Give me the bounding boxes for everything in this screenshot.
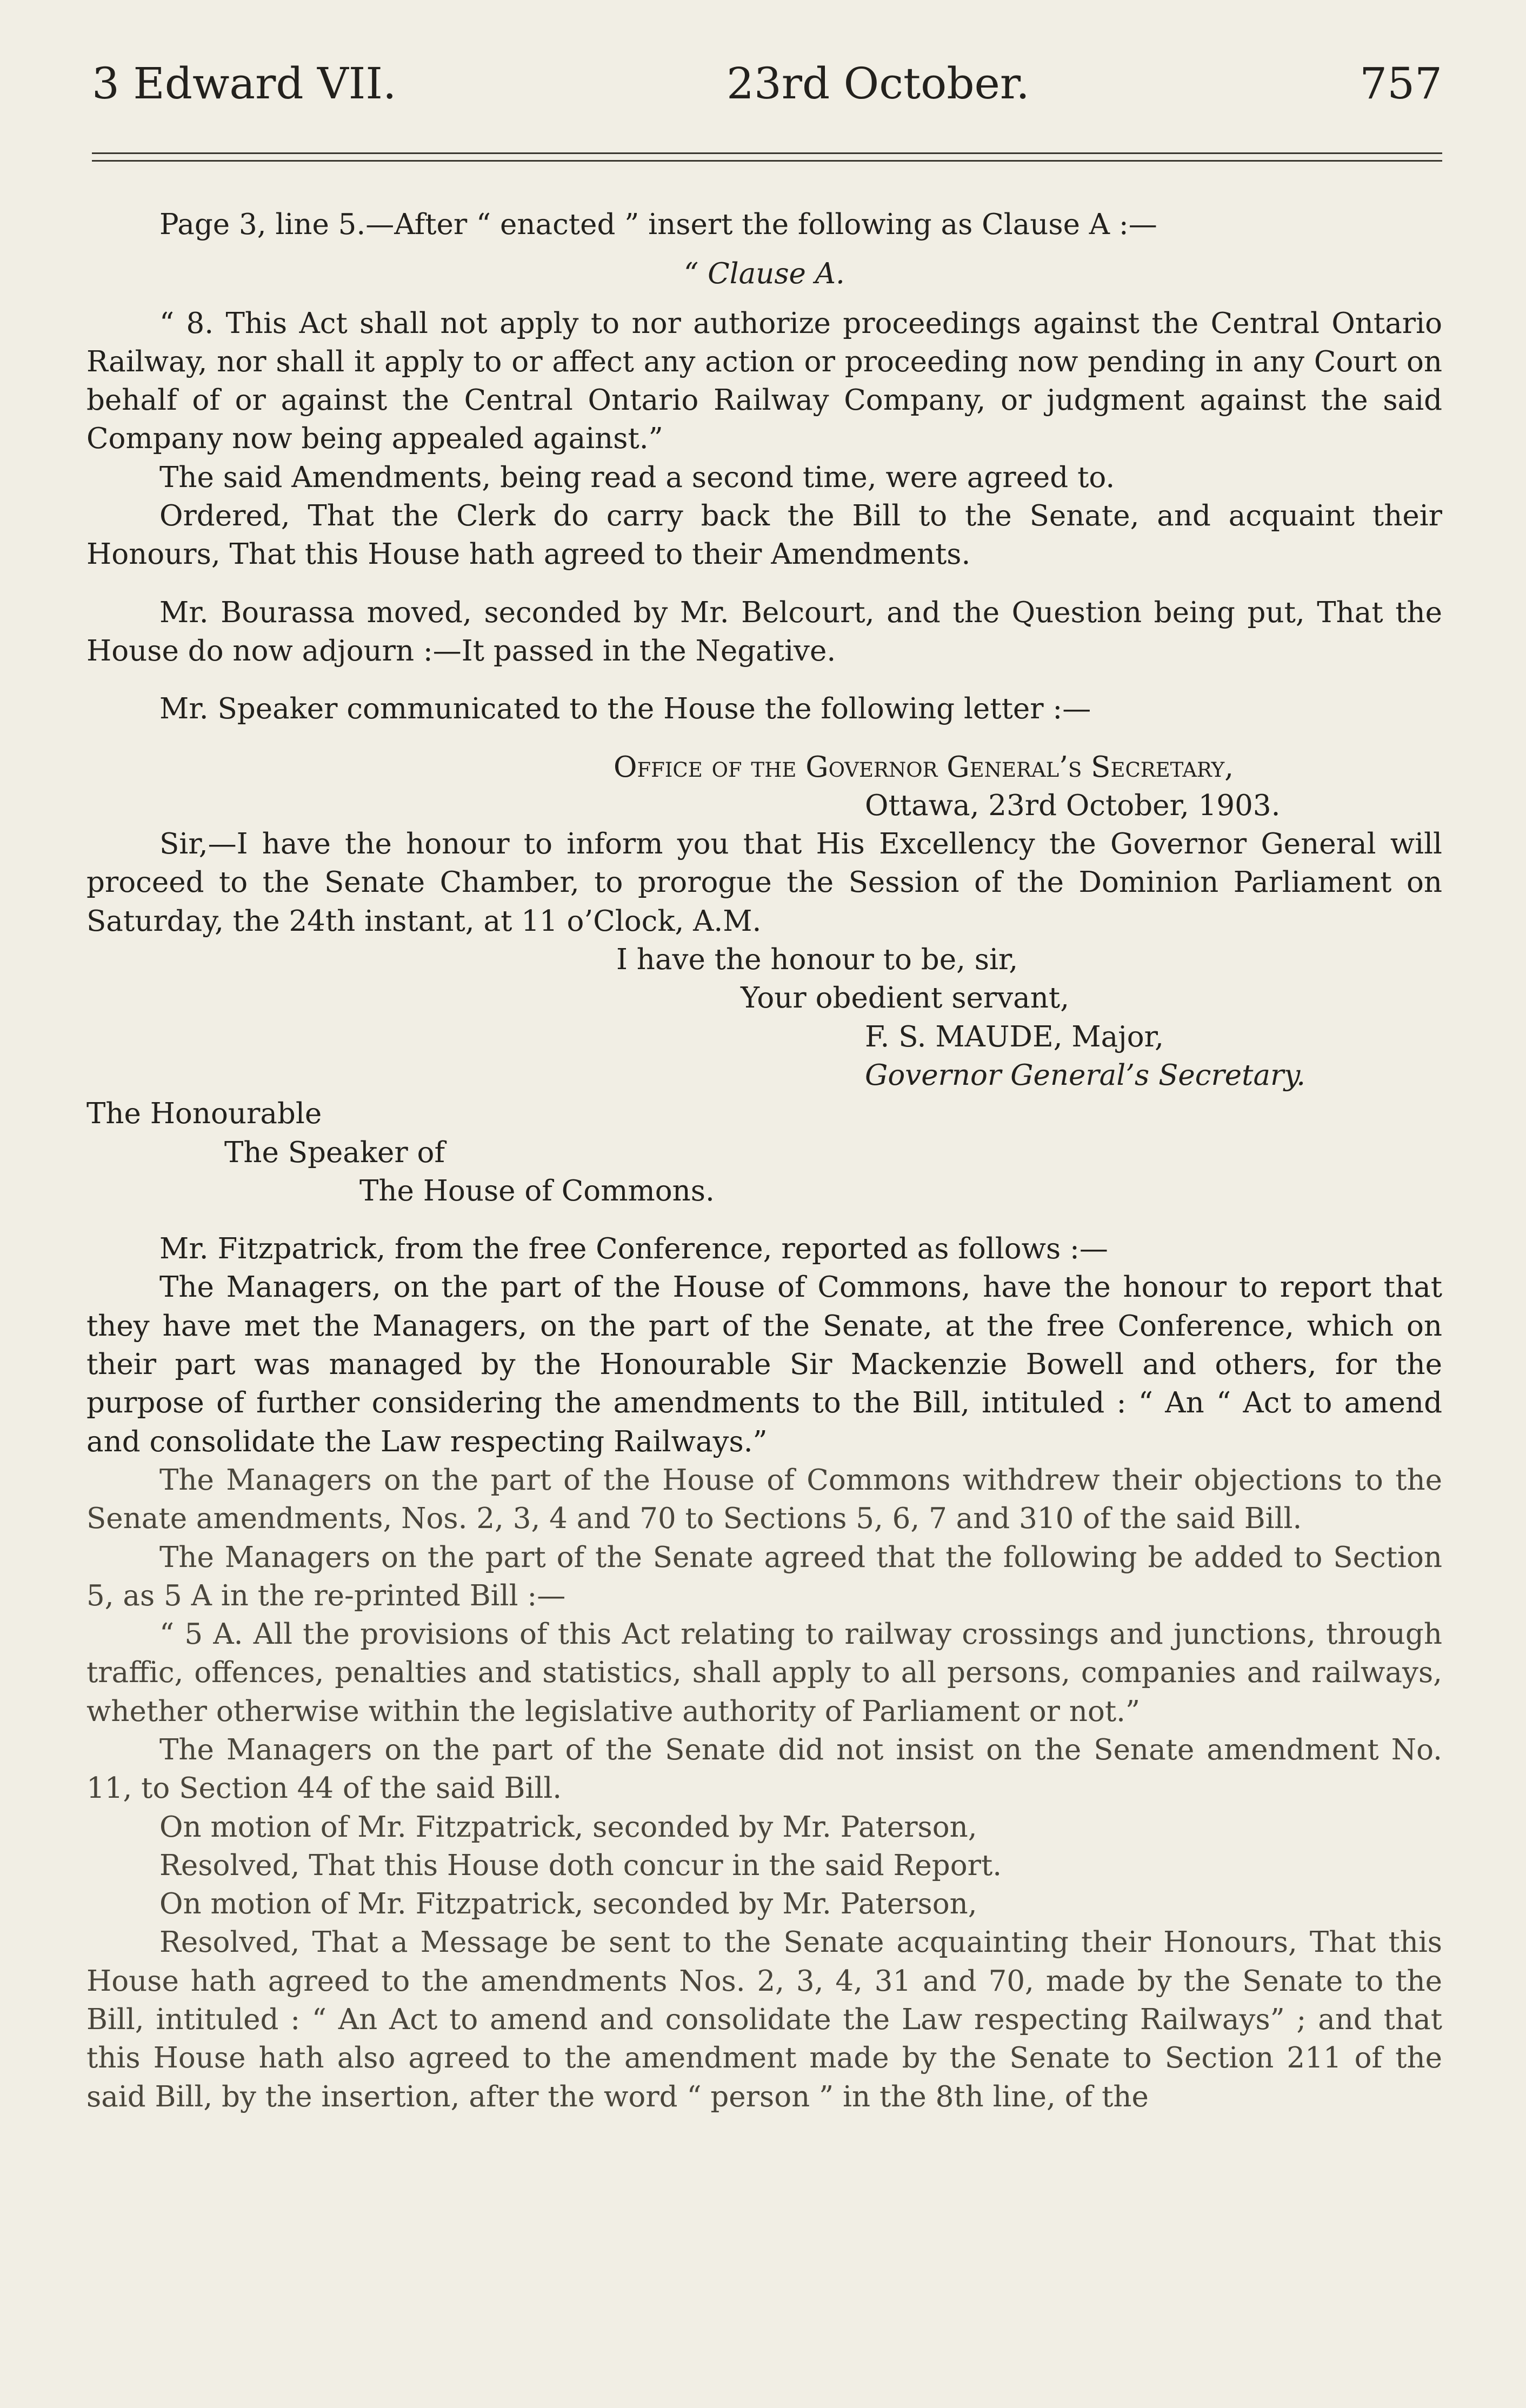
- adjourn-motion: Mr. Bourassa moved, seconded by Mr. Belcourt, and the Question being put, That the House do now adjourn :—It passed in the Negative.: [86, 596, 1442, 668]
- addressee-line-3: The House of Commons.: [359, 1174, 715, 1208]
- clause-text: “ 8. This Act shall not apply to nor authorize proceedings against the Central Ontario Railway, nor shall it apply to or affect any action or proceeding now pending in any Court on behalf of or against the Central Ontario Railway Company, or judgment against the said Company now being appealed against.”: [86, 306, 1442, 456]
- amendment-instruction: Page 3, line 5.—After “ enacted ” insert the following as Clause A :—: [159, 208, 1157, 241]
- motion-2: On motion of Mr. Fitzpatrick, seconded by Mr. Paterson,: [159, 1887, 977, 1921]
- running-header: [92, 58, 1442, 109]
- letter-servant: Your obedient servant,: [741, 982, 1070, 1015]
- header-rule-top: [92, 152, 1442, 154]
- motion-1: On motion of Mr. Fitzpatrick, seconded by Mr. Paterson,: [159, 1810, 977, 1844]
- resolution-2: Resolved, That a Message be sent to the Senate acquainting their Honours, That this House hath agreed to the amendments Nos. 2, 3, 4, 31 and 70, made by the Senate to the Bill, intituled : “ An Act to amend and consolidate the Law respecting Railways” ; and that this House hath also agreed to the amendment made by the Senate to Section 211 of the said Bill, by the insertion, after the word “ person ” in the 8th line, of the: [86, 1926, 1442, 2113]
- letter-place-date: Ottawa, 23rd October, 1903.: [865, 789, 1281, 822]
- clause-heading: “ Clause A.: [684, 257, 845, 291]
- section-5a-text: “ 5 A. All the provisions of this Act relating to railway crossings and junctions, through traffic, offences, penalties and statistics, shall apply to all persons, companies and railways, whether otherwise within the legislative authority of Parliament or not.”: [86, 1618, 1442, 1728]
- page-number: 757: [1360, 58, 1442, 109]
- letter-closing: I have the honour to be, sir,: [616, 943, 1018, 977]
- conference-report-intro: Mr. Fitzpatrick, from the free Conference, reported as follows :—: [159, 1232, 1108, 1266]
- header-date: 23rd October.: [726, 58, 1030, 109]
- conference-report-managers: The Managers, on the part of the House of Commons, have the honour to report that they have met the Managers, on the part of the Senate, at the free Conference, which on their part was managed by the Honourable Sir Mackenzie Bowell and others, for the purpose of further considering the amendments to the Bill, intituled : “ An “ Act to amend and consolidate the Law respecting Railways.”: [86, 1271, 1442, 1458]
- regnal-year: 3 Edward VII.: [92, 58, 397, 109]
- conference-report-senate-insist: The Managers on the part of the Senate did not insist on the Senate amendment No. 11, to Section 44 of the said Bill.: [86, 1733, 1442, 1805]
- letter-office: Office of the Governor General’s Secretary,: [614, 750, 1234, 784]
- conference-report-withdrawal: The Managers on the part of the House of Commons withdrew their objections to the Senate amendments, Nos. 2, 3, 4 and 70 to Sections 5, 6, 7 and 310 of the said Bill.: [86, 1463, 1442, 1536]
- letter-signatory: F. S. MAUDE, Major,: [865, 1020, 1164, 1053]
- resolution-1: Resolved, That this House doth concur in the said Report.: [159, 1849, 1002, 1882]
- amendments-agreed: The said Amendments, being read a second time, were agreed to.: [159, 461, 1115, 494]
- header-rule-bottom: [92, 160, 1442, 162]
- order-clerk: Ordered, That the Clerk do carry back the Bill to the Senate, and acquaint their Honours, That this House hath agreed to their Amendments.: [86, 499, 1442, 571]
- page-body: [86, 205, 1442, 2116]
- conference-report-senate-agreed: The Managers on the part of the Senate agreed that the following be added to Section 5, as 5 A in the re-printed Bill :—: [86, 1540, 1442, 1612]
- letter-body: Sir,—I have the honour to inform you that His Excellency the Governor General will proceed to the Senate Chamber, to prorogue the Session of the Dominion Parliament on Saturday, the 24th instant, at 11 o’Clock, A.M.: [86, 828, 1442, 938]
- addressee-line-2: The Speaker of: [224, 1136, 445, 1169]
- addressee-line-1: The Honourable: [86, 1097, 322, 1131]
- speaker-communication: Mr. Speaker communicated to the House the following letter :—: [159, 692, 1091, 726]
- letter-signatory-title: Governor General’s Secretary.: [865, 1058, 1306, 1092]
